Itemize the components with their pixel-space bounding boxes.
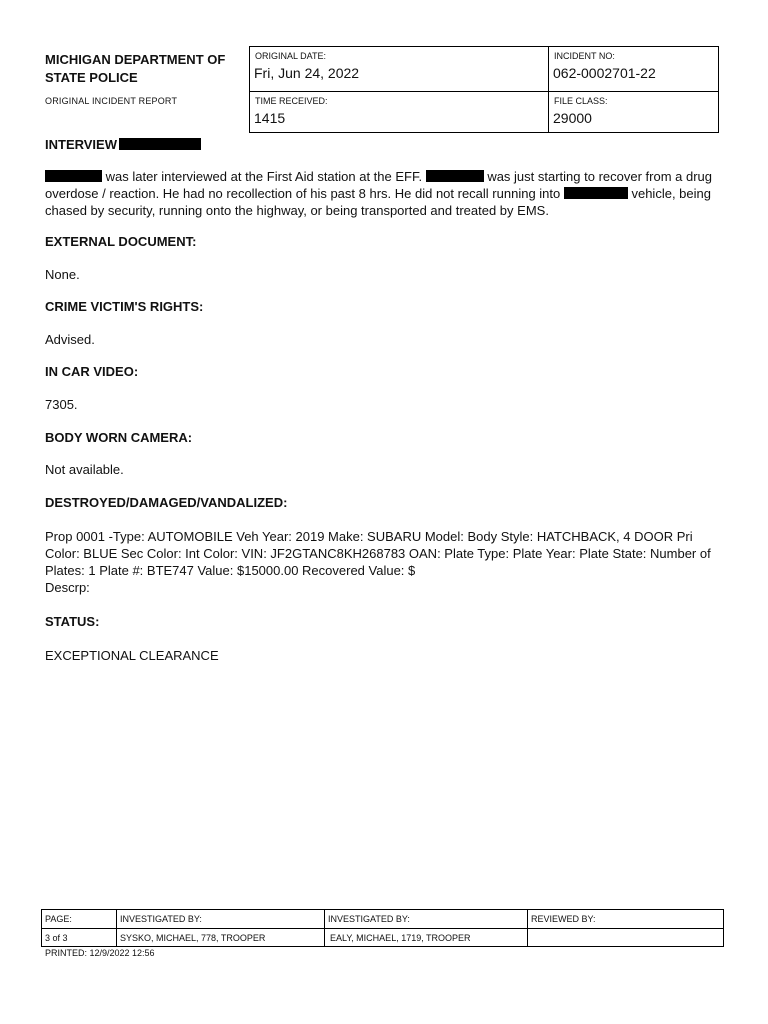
in-car-video-title: IN CAR VIDEO: xyxy=(45,364,139,379)
printed-timestamp: PRINTED: 12/9/2022 12:56 xyxy=(45,948,155,958)
incident-no-cell xyxy=(549,47,718,92)
reviewed-by-label: REVIEWED BY: xyxy=(531,914,596,924)
redaction-bar xyxy=(426,170,484,182)
investigated-by-label: INVESTIGATED BY: xyxy=(120,914,202,924)
incident-no-value: 062-0002701-22 xyxy=(553,65,656,81)
destroyed-text: Prop 0001 -Type: AUTOMOBILE Veh Year: 2019 Make: SUBARU Model: Body Style: HATCHBACK, 4 DOOR Pri Color: BLUE Sec Color: Int Color: VIN: JF2GTANC8KH268783 OAN: Plate Type: Plate Year: Plate State: Number of Plates: 1 Plate #: BTE747 Value: $15000.00 Recovered Value: $ xyxy=(45,529,711,578)
file-class-cell xyxy=(549,92,718,132)
investigator-2: EALY, MICHAEL, 1719, TROOPER xyxy=(330,933,471,943)
original-date-cell xyxy=(250,47,549,92)
external-document-text: None. xyxy=(45,267,80,282)
body-worn-camera-title: BODY WORN CAMERA: xyxy=(45,430,193,445)
interview-heading xyxy=(45,137,201,152)
header-table xyxy=(249,46,719,133)
destroyed-title: DESTROYED/DAMAGED/VANDALIZED: xyxy=(45,495,288,510)
redaction-bar xyxy=(45,170,102,182)
redaction-bar xyxy=(564,187,628,199)
interview-text-3: vehicle, being chased by security, running onto the highway, or being transported and treated by EMS. xyxy=(45,186,711,218)
time-received-value: 1415 xyxy=(254,110,286,126)
interview-text-2: was just starting to recover from a drug overdose / reaction. He had no recollection of his past 8 hrs. He did not recall running into xyxy=(45,169,713,201)
interview-title: INTERVIEW xyxy=(45,137,117,152)
in-car-video-text: 7305. xyxy=(45,397,78,412)
agency-name: MICHIGAN DEPARTMENT OF STATE POLICE xyxy=(45,52,226,85)
time-received-label: TIME RECEIVED: xyxy=(255,96,328,106)
interview-text-1: was later interviewed at the First Aid station at the EFF. xyxy=(102,169,426,184)
destroyed-descrp: Descrp: xyxy=(45,580,90,595)
footer-divider xyxy=(42,928,723,929)
page-label: PAGE: xyxy=(45,914,72,924)
footer-table xyxy=(41,909,724,947)
status-text: EXCEPTIONAL CLEARANCE xyxy=(45,648,219,663)
original-date-value: Fri, Jun 24, 2022 xyxy=(254,65,360,81)
file-class-value: 29000 xyxy=(553,110,592,126)
body-worn-camera-text: Not available. xyxy=(45,462,124,477)
redaction-bar xyxy=(119,138,201,150)
crime-victim-rights-title: CRIME VICTIM'S RIGHTS: xyxy=(45,299,204,314)
incident-no-label: INCIDENT NO: xyxy=(554,51,615,61)
report-type: ORIGINAL INCIDENT REPORT xyxy=(45,96,178,106)
external-document-title: EXTERNAL DOCUMENT: xyxy=(45,234,197,249)
page-value: 3 of 3 xyxy=(45,933,68,943)
destroyed-paragraph xyxy=(45,528,725,596)
original-date-label: ORIGINAL DATE: xyxy=(255,51,327,61)
investigated-by-label: INVESTIGATED BY: xyxy=(328,914,410,924)
status-title: STATUS: xyxy=(45,614,100,629)
investigator-1: SYSKO, MICHAEL, 778, TROOPER xyxy=(120,933,266,943)
file-class-label: FILE CLASS: xyxy=(554,96,608,106)
time-received-cell xyxy=(250,92,549,132)
crime-victim-rights-text: Advised. xyxy=(45,332,95,347)
interview-paragraph xyxy=(45,168,725,219)
